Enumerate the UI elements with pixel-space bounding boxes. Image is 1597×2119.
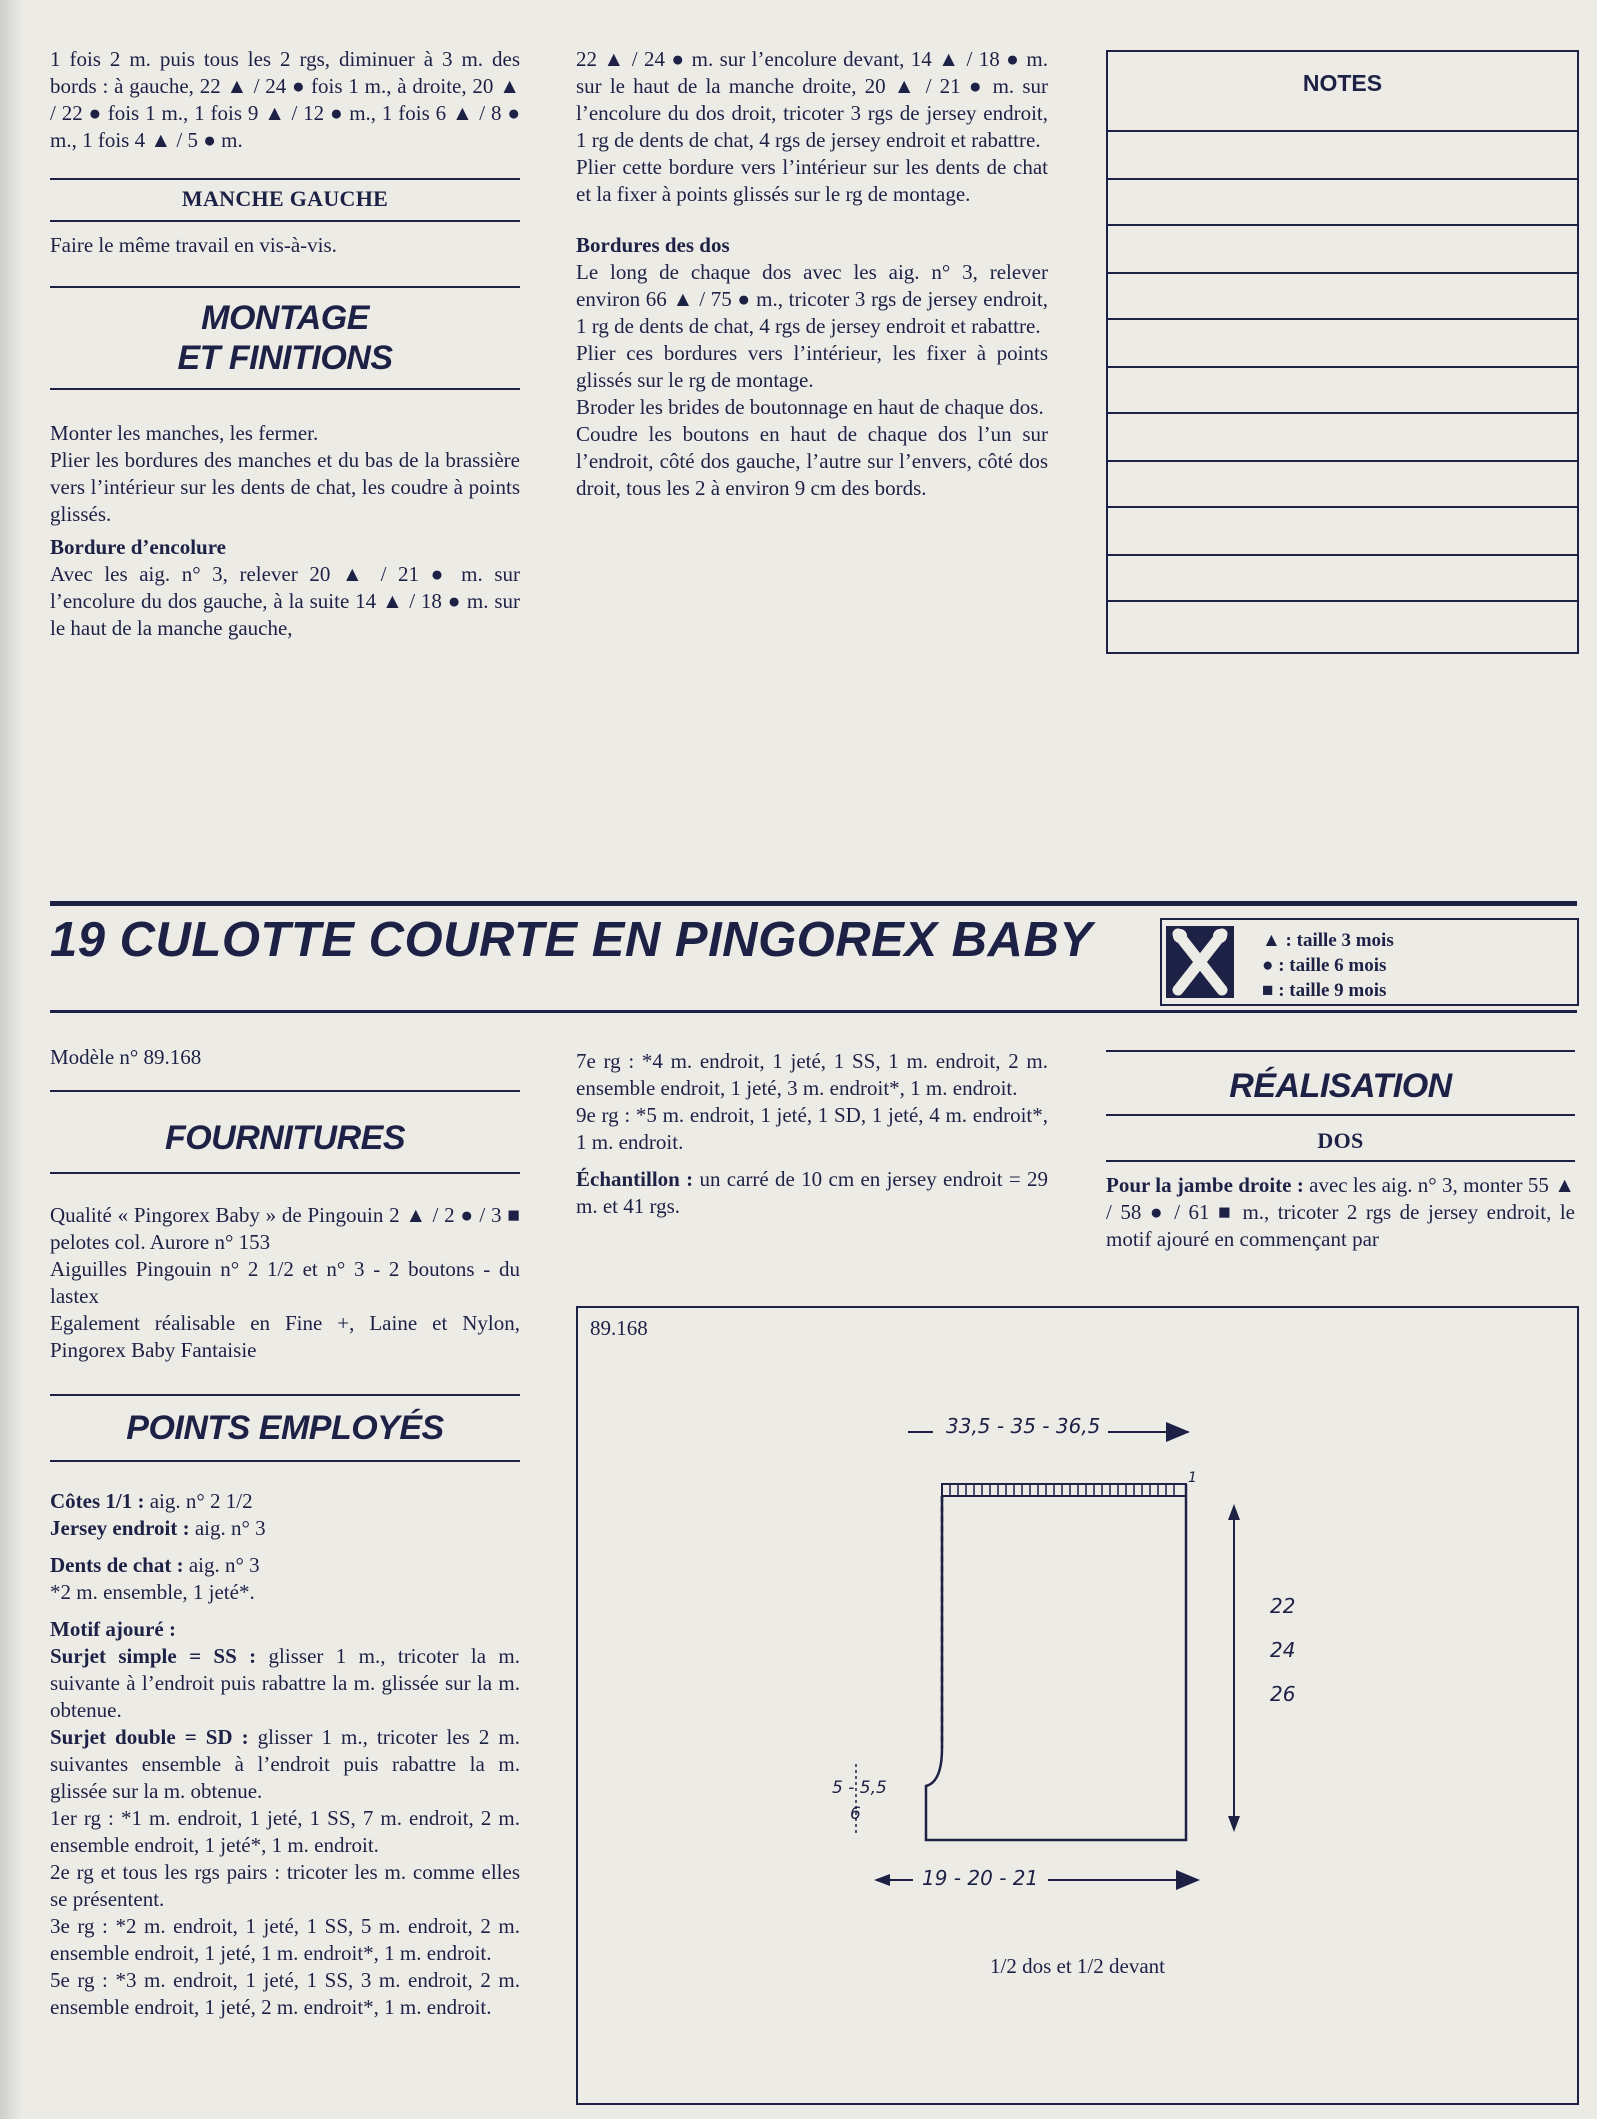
points-text: Côtes 1/1 : aig. n° 2 1/2 Jersey endroit : aig. n° 3 Dents de chat : aig. n° 3 *2 m. ensemble, 1 jeté*. Motif ajouré : Surjet simple = SS : glisser 1 m., tricoter la m. suivante à l’endroit puis rabattre la m. glissée sur la m. obtenue. Surjet double = SD : glisser 1 m., tricoter les 2 m. suivantes ensemble à l’endroit puis rabattre la m. glissée sur la m. obtenue. 1er rg : *1 m. endroit, 1 jeté, 1 SS, 7 m. endroit, 2 m. ensemble endroit, 1 jeté*, 1 m. endroit. 2e rg et tous les rgs pairs : tricoter les m. comme elles se présentent. 3e rg : *2 m. endroit, 1 jeté, 1 SS, 5 m. endroit, 2 m. ensemble endroit, 1 jeté, 1 m. endroit*, 1 m. endroit. 5e rg : *3 m. endroit, 1 jeté, 1 SS, 3 m. endroit, 2 m. ensemble endroit, 1 jeté, 2 m. endroit*, 1 m. endroit. [50, 1489, 520, 2019]
notes-line [1108, 178, 1577, 180]
size-6-mois: ● : taille 6 mois [1262, 955, 1387, 976]
height-label-2: 24 [1270, 1638, 1296, 1662]
crotch-label-1: 5 - 5,5 [832, 1778, 887, 1798]
fournitures-text: Qualité « Pingorex Baby » de Pingouin 2 ▲ / 2 ● / 3 ■ pelotes col. Aurore n° 153 Aiguilles Pingouin n° 2 1/2 et n° 3 - 2 boutons - du lastex Egalement réalisable en Fine +, Laine et Nylon, Pingorex Baby Fantaisie [50, 1203, 520, 1362]
width-label: 33,5 - 35 - 36,5 [946, 1414, 1101, 1438]
top-mark-label: 1 [1188, 1470, 1197, 1486]
notes-line [1108, 224, 1577, 226]
diagram-box [576, 1306, 1579, 2105]
divider [50, 1460, 520, 1462]
height-label-3: 26 [1270, 1682, 1296, 1706]
scissors-needle-icon [1166, 926, 1234, 998]
size-3-mois: ▲ : taille 3 mois [1262, 930, 1394, 951]
bottom-width-label: 19 - 20 - 21 [922, 1866, 1039, 1890]
pattern-title: 19 CULOTTE COURTE EN PINGOREX BABY [50, 913, 1093, 967]
diagram-ref: 89.168 [590, 1316, 648, 1340]
divider [50, 286, 520, 288]
divider [50, 1394, 520, 1396]
size-legend-box [1160, 918, 1579, 1006]
divider [50, 388, 520, 390]
section-title-fournitures: FOURNITURES [164, 1119, 406, 1157]
diagram-caption: 1/2 dos et 1/2 devant [990, 1954, 1165, 1978]
divider [50, 220, 520, 222]
divider [50, 1172, 520, 1174]
notes-line [1108, 554, 1577, 556]
section-title-points: POINTS EMPLOYÉS [126, 1409, 444, 1447]
notes-line [1108, 460, 1577, 462]
page-binding-shadow [0, 0, 22, 2119]
notes-line [1108, 272, 1577, 274]
size-9-mois: ■ : taille 9 mois [1262, 980, 1387, 1001]
section-title-manche-gauche: MANCHE GAUCHE [181, 186, 389, 211]
notes-box [1106, 50, 1579, 654]
montage-text: Monter les manches, les fermer. Plier les bordures des manches et du bas de la brassière vers l’intérieur sur les dents de chat, les coudre à points glissés. Bordure d’encolure Avec les aig. n° 3, relever 20 ▲ / 21 ● m. sur l’encolure du dos gauche, à la suite 14 ▲ / 18 ● m. sur le haut de la manche gauche, [50, 421, 520, 640]
modele-number: Modèle n° 89.168 [50, 1045, 202, 1069]
section-title-dos: DOS [1317, 1128, 1364, 1153]
motif-rows-cont: 7e rg : *4 m. endroit, 1 jeté, 1 SS, 1 m. endroit, 2 m. ensemble endroit, 1 jeté, 3 m. endroit*, 1 m. endroit. 9e rg : *5 m. endroit, 1 jeté, 1 SD, 1 jeté, 4 m. endroit*, 1 m. endroit. Échantillon : un carré de 10 cm en jersey endroit = 29 m. et 41 rgs. [576, 1049, 1048, 1218]
garment-outline [926, 1484, 1186, 1840]
notes-line [1108, 506, 1577, 508]
height-arrow-bottom [1228, 1816, 1240, 1832]
notes-line [1108, 318, 1577, 320]
divider [1106, 1114, 1575, 1116]
crotch-label-2: 6 [850, 1804, 861, 1824]
realisation-text: Pour la jambe droite : avec les aig. n° 3, monter 55 ▲ / 58 ● / 61 ■ m., tricoter 2 rgs de jersey endroit, le motif ajouré en commençant par [1106, 1173, 1575, 1251]
bottom-arrow-left [874, 1874, 890, 1886]
manche-gauche-text: Faire le même travail en vis-à-vis. [50, 233, 337, 257]
divider [1106, 1050, 1575, 1052]
col1-intro-text: 1 fois 2 m. puis tous les 2 rgs, diminuer à 3 m. des bords : à gauche, 22 ▲ / 24 ● fois 1 m., à droite, 20 ▲ / 22 ● fois 1 m., 1 fois 9 ▲ / 12 ● m., 1 fois 6 ▲ / 8 ● m., 1 fois 4 ▲ / 5 ● m. [50, 47, 520, 152]
divider [1106, 1160, 1575, 1162]
notes-line [1108, 600, 1577, 602]
notes-title: NOTES [1302, 70, 1383, 96]
notes-line [1108, 366, 1577, 368]
height-label-1: 22 [1270, 1594, 1296, 1618]
size-legend [1262, 928, 1394, 1003]
notes-line [1108, 412, 1577, 414]
divider [50, 178, 520, 180]
col2-text: 22 ▲ / 24 ● m. sur l’encolure devant, 14 ▲ / 18 ● m. sur le haut de la manche droite, 20 ▲ / 21 ● m. sur l’encolure du dos droit, tricoter 3 rgs de jersey endroit, 1 rg de dents de chat, 4 rgs de jersey endroit et rabattre. Plier cette bordure vers l’intérieur sur les dents de chat et la fixer à points glissés sur le rg de montage. Bordures des dos Le long de chaque dos avec les aig. n° 3, relever environ 66 ▲ / 75 ● m., tricoter 3 rgs de jersey endroit, 1 rg de dents de chat, 4 rgs de jersey endroit et rabattre. Plier ces bordures vers l’intérieur, les fixer à points glissés sur le rg de montage. Broder les brides de boutonnage en haut de chaque dos. Coudre les boutons en haut de chaque dos l’un sur l’endroit, côté dos gauche, l’autre sur l’envers, côté dos droit, tous les 2 à environ 9 cm des bords. [576, 47, 1048, 500]
section-title-realisation: RÉALISATION [1229, 1067, 1452, 1105]
notes-line [1108, 130, 1577, 132]
divider [50, 1090, 520, 1092]
height-arrow-top [1228, 1504, 1240, 1520]
section-title-montage: MONTAGE ET FINITIONS [177, 299, 393, 377]
header-rule-bottom [50, 1010, 1577, 1013]
